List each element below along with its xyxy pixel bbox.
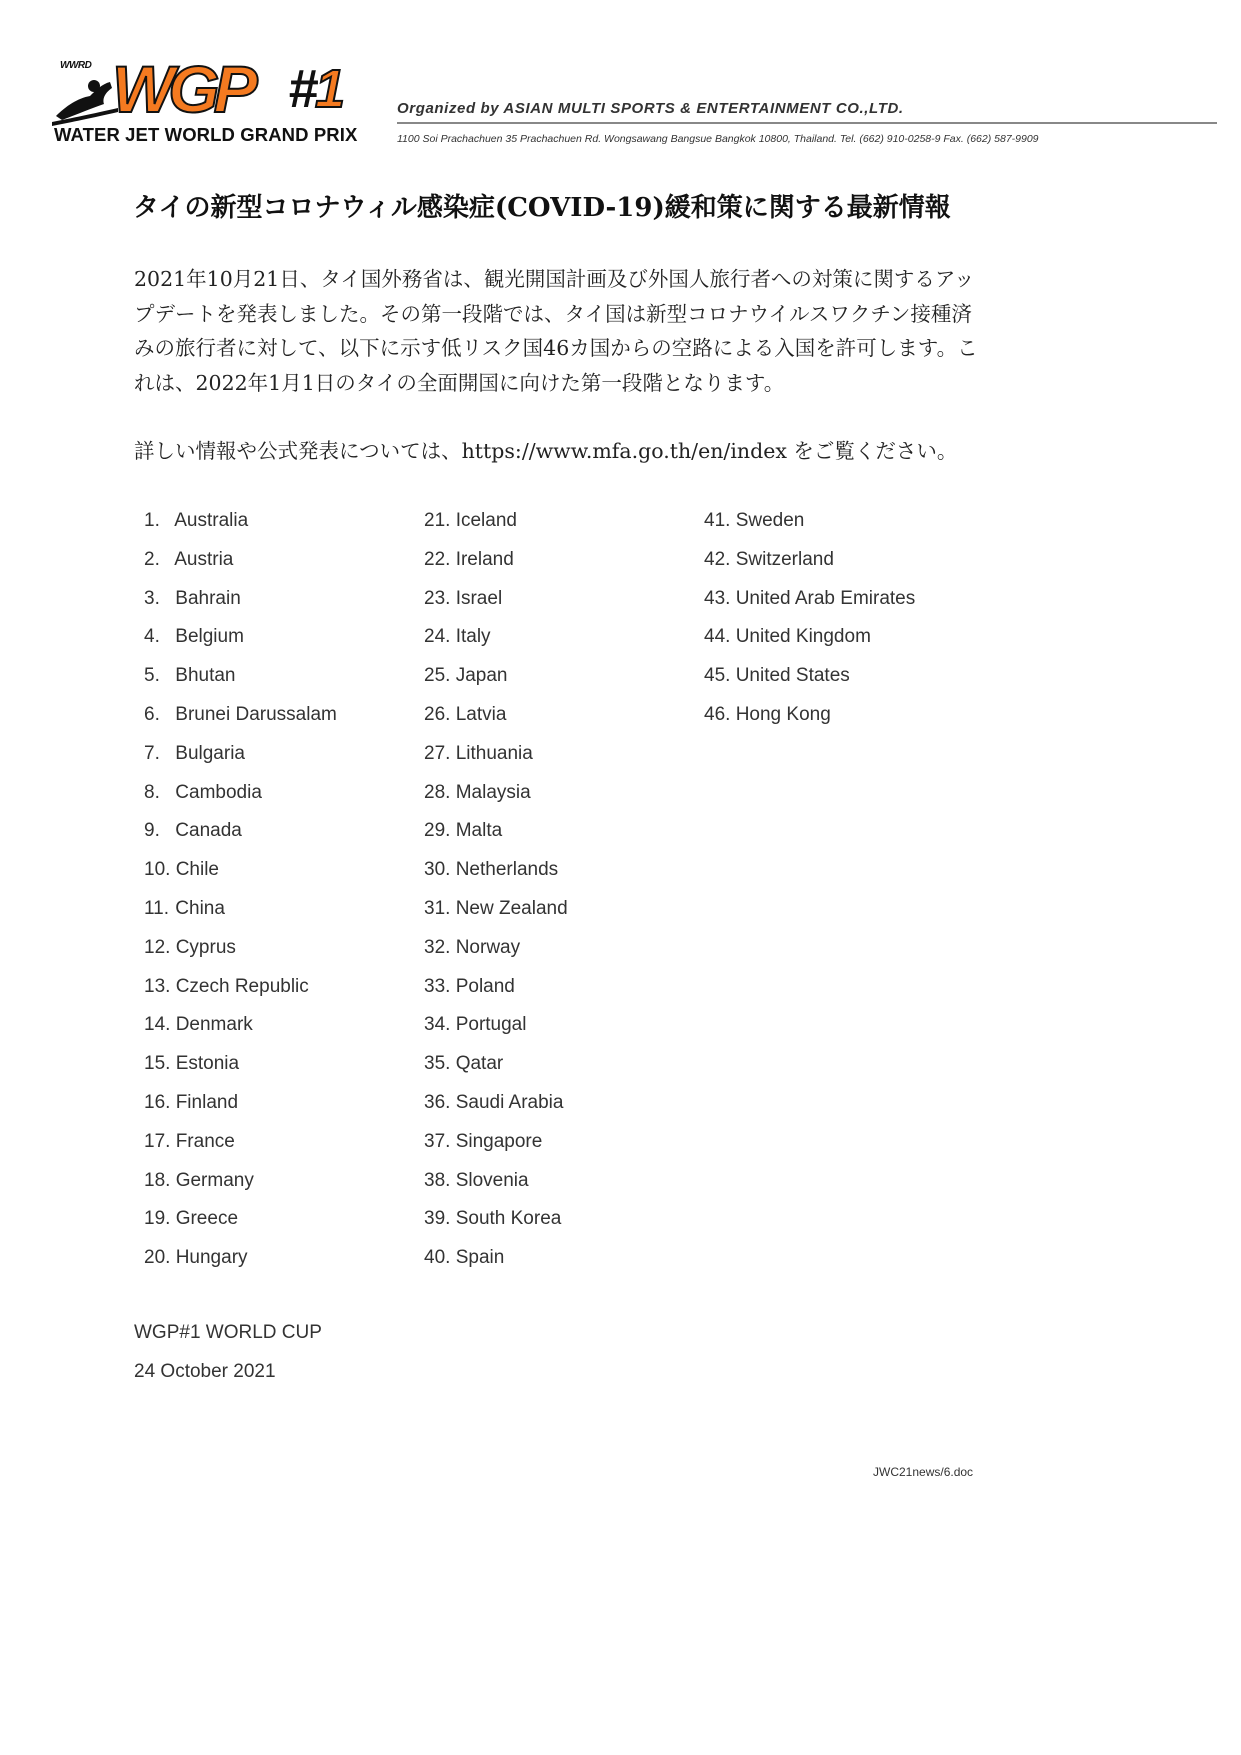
country-list-item (144, 1203, 337, 1242)
country-number: 44. (704, 626, 731, 648)
country-list-item (424, 505, 568, 544)
country-name: Hungary (175, 1247, 248, 1269)
country-list-item (144, 1087, 337, 1126)
country-list-item (424, 621, 568, 660)
country-list-item (424, 971, 568, 1010)
country-number: 37. (424, 1130, 451, 1152)
country-name: Bhutan (175, 665, 236, 687)
wgp-logo (52, 52, 382, 148)
country-name: Denmark (175, 1014, 253, 1036)
country-list-item (144, 893, 337, 932)
country-list-item (424, 854, 568, 893)
country-name: Latvia (455, 703, 507, 725)
country-list-item (424, 1048, 568, 1087)
country-number: 6. (144, 703, 160, 725)
country-number: 36. (424, 1091, 451, 1113)
country-name: Iceland (455, 510, 517, 531)
country-number: 8. (144, 781, 160, 803)
country-name: Hong Kong (735, 703, 831, 725)
country-list-column-1 (144, 505, 337, 1281)
country-number: 29. (424, 820, 451, 842)
country-number: 46. (704, 703, 731, 725)
country-list-item (424, 1203, 568, 1242)
country-number: 21. (424, 510, 451, 531)
country-number: 28. (424, 781, 451, 803)
country-list-item (424, 893, 568, 932)
country-list-item (144, 1242, 337, 1281)
country-list-item (424, 1242, 568, 1281)
country-number: 39. (424, 1208, 451, 1230)
country-list-item (424, 544, 568, 583)
country-number: 42. (704, 548, 731, 570)
country-list-item (144, 583, 337, 622)
logo-one: 1 (315, 59, 343, 119)
country-name: Ireland (455, 548, 514, 570)
country-list-item (144, 971, 337, 1010)
document-reference: JWC21news/6.doc (873, 1465, 974, 1479)
country-name: Israel (455, 587, 503, 609)
country-name: Slovenia (455, 1169, 529, 1191)
country-name: Australia (174, 510, 249, 531)
country-number: 26. (424, 703, 451, 725)
country-name: Netherlands (455, 859, 559, 881)
country-name: Malaysia (455, 781, 531, 803)
country-list-item (704, 660, 915, 699)
country-list-item (424, 699, 568, 738)
country-number: 30. (424, 859, 451, 881)
signature-organization: WGP#1 WORLD CUP (134, 1322, 322, 1343)
country-name: United Arab Emirates (735, 587, 916, 609)
country-name: Malta (455, 820, 503, 842)
country-number: 15. (144, 1053, 171, 1075)
country-list-item (424, 932, 568, 971)
country-list-item (144, 1048, 337, 1087)
country-number: 12. (144, 936, 171, 958)
organizer-address: 1100 Soi Prachachuen 35 Prachachuen Rd. Wongsawang Bangsue Bangkok 10800, Thailand. Tel. (662) 910-0258-9 Fax. (662) 587-9909 (397, 133, 1039, 145)
country-name: Japan (455, 665, 508, 687)
country-number: 33. (424, 975, 451, 997)
country-list-item (144, 815, 337, 854)
country-list-item (704, 505, 915, 544)
country-list-item (144, 505, 337, 544)
country-name: United Kingdom (735, 626, 871, 648)
country-number: 2. (144, 548, 160, 570)
country-name: New Zealand (455, 897, 568, 919)
country-number: 5. (144, 665, 160, 687)
country-list-item (704, 621, 915, 660)
country-name: Austria (174, 548, 234, 570)
logo-hash: # (288, 59, 316, 119)
country-name: Germany (175, 1169, 254, 1191)
country-number: 17. (144, 1130, 171, 1152)
country-list-item (144, 699, 337, 738)
country-list-item (424, 738, 568, 777)
country-list-item (144, 1165, 337, 1204)
country-list-item (144, 660, 337, 699)
country-number: 16. (144, 1091, 171, 1113)
country-number: 22. (424, 548, 451, 570)
intro-paragraph: 2021年10月21日、タイ国外務省は、観光開国計画及び外国人旅行者への対策に関するアップデートを発表しました。その第一段階では、タイ国は新型コロナウイルスワクチン接種済みの旅行者に対して、以下に示す低リスク国46カ国からの空路による入国を許可します。これは、2022年1月1日のタイの全面開国に向けた第一段階となります。 (134, 267, 978, 395)
country-name: Bahrain (175, 587, 241, 609)
signature-date: 24 October 2021 (134, 1361, 276, 1382)
country-name: Bulgaria (175, 742, 245, 764)
country-list-item (144, 854, 337, 893)
country-number: 35. (424, 1053, 451, 1075)
country-name: Czech Republic (175, 975, 309, 997)
country-name: Italy (455, 626, 491, 648)
country-number: 20. (144, 1247, 171, 1269)
country-name: Belgium (175, 626, 244, 648)
info-paragraph: 詳しい情報や公式発表については、https://www.mfa.go.th/en/index をご覧ください。 (134, 439, 958, 463)
country-number: 43. (704, 587, 731, 609)
country-name: United States (735, 665, 850, 687)
country-number: 11. (144, 897, 170, 919)
header-divider (397, 122, 1217, 124)
country-name: Finland (175, 1091, 239, 1113)
country-name: Lithuania (455, 742, 533, 764)
country-list-item (424, 1087, 568, 1126)
country-number: 38. (424, 1169, 451, 1191)
country-number: 32. (424, 936, 451, 958)
country-list-item (144, 621, 337, 660)
country-number: 45. (704, 665, 731, 687)
organizer-line: Organized by ASIAN MULTI SPORTS & ENTERTAINMENT CO.,LTD. (397, 100, 904, 117)
logo-subtitle: WATER JET WORLD GRAND PRIX (54, 124, 358, 145)
country-list-item (144, 777, 337, 816)
country-number: 34. (424, 1014, 451, 1036)
country-name: Brunei Darussalam (175, 703, 337, 725)
country-name: Poland (455, 975, 515, 997)
logo-number (288, 59, 343, 119)
country-number: 41. (704, 510, 731, 531)
country-name: Cyprus (175, 936, 236, 958)
country-list-item (144, 1009, 337, 1048)
country-list-item (704, 544, 915, 583)
country-list-item (144, 1126, 337, 1165)
country-name: Qatar (455, 1053, 504, 1075)
country-list-item (704, 699, 915, 738)
country-list-item (424, 815, 568, 854)
logo-wgp-text: WGP (112, 52, 252, 126)
country-list-item (144, 544, 337, 583)
country-name: Spain (455, 1247, 505, 1269)
country-name: Saudi Arabia (455, 1091, 564, 1113)
country-number: 1. (144, 510, 160, 531)
country-list-column-2 (424, 505, 568, 1281)
country-list-column-3 (704, 505, 915, 738)
country-name: Canada (175, 820, 242, 842)
country-list-item (424, 583, 568, 622)
country-number: 40. (424, 1247, 451, 1269)
country-list-item (424, 777, 568, 816)
country-list-item (704, 583, 915, 622)
country-number: 19. (144, 1208, 171, 1230)
country-number: 3. (144, 587, 160, 609)
country-name: Switzerland (735, 548, 834, 570)
country-list-item (424, 1165, 568, 1204)
country-number: 23. (424, 587, 451, 609)
country-list-item (144, 932, 337, 971)
country-number: 7. (144, 742, 160, 764)
country-name: China (175, 897, 225, 919)
country-number: 27. (424, 742, 451, 764)
country-name: Cambodia (175, 781, 262, 803)
country-number: 9. (144, 820, 160, 842)
country-name: Sweden (735, 510, 805, 531)
country-number: 4. (144, 626, 160, 648)
document-title: タイの新型コロナウィル感染症(COVID-19)緩和策に関する最新情報 (133, 193, 951, 223)
country-name: Greece (175, 1208, 239, 1230)
country-name: Singapore (455, 1130, 543, 1152)
country-list-item (424, 1126, 568, 1165)
country-name: Norway (455, 936, 521, 958)
country-list-item (424, 660, 568, 699)
country-name: Chile (175, 859, 220, 881)
country-list-item (424, 1009, 568, 1048)
country-number: 25. (424, 665, 451, 687)
country-name: France (175, 1130, 235, 1152)
country-name: South Korea (455, 1208, 562, 1230)
country-number: 13. (144, 975, 171, 997)
country-list-item (144, 738, 337, 777)
country-name: Estonia (175, 1053, 240, 1075)
country-number: 10. (144, 859, 171, 881)
country-number: 18. (144, 1169, 171, 1191)
country-number: 24. (424, 626, 451, 648)
country-name: Portugal (455, 1014, 527, 1036)
logo-small-text: WWRD (60, 60, 92, 71)
country-number: 14. (144, 1014, 171, 1036)
letterhead (52, 52, 1202, 148)
country-number: 31. (424, 897, 451, 919)
